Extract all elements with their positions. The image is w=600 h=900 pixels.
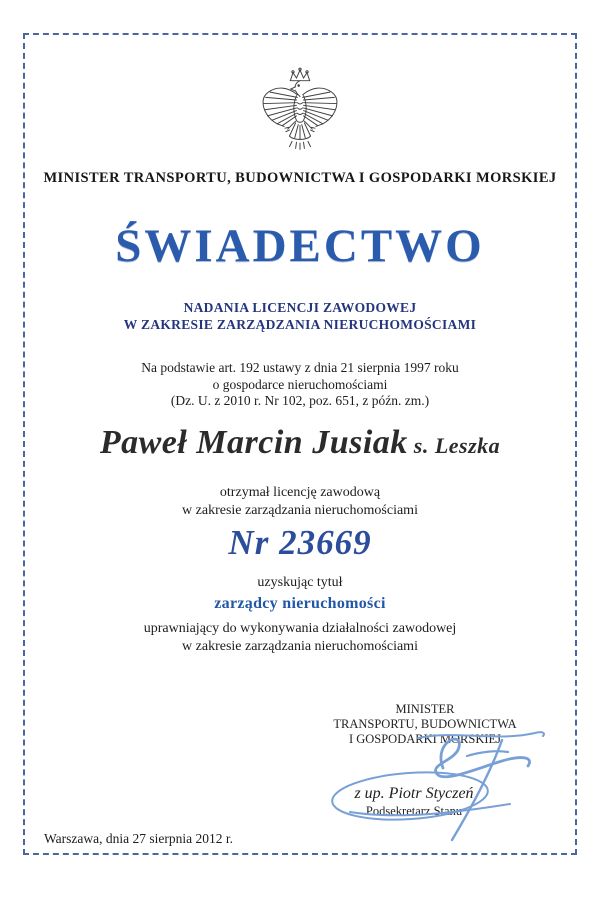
recipient-patronymic: s. Leszka (407, 433, 501, 458)
signing-office-block (285, 702, 565, 746)
obtaining-title-intro: uzyskując tytuł (257, 575, 343, 590)
signer-title: Podsekretarz Stanu (365, 804, 463, 818)
legal-basis-line-1: Na podstawie art. 192 ustawy z dnia 21 sierpnia 1997 roku (141, 360, 459, 375)
recipient-name-line (0, 424, 600, 462)
grant-statement (0, 484, 600, 519)
office-line-3: I GOSPODARKI MORSKIEJ (348, 731, 502, 746)
office-line-2: TRANSPORTU, BUDOWNICTWA (333, 716, 517, 731)
subtitle-line-1: NADANIA LICENCJI ZAWODOWEJ (183, 300, 417, 315)
entitlement-line-2: w zakresie zarządzania nieruchomościami (182, 638, 418, 654)
certificate-title: ŚWIADECTWO (115, 220, 485, 272)
entitlement-line-1: uprawniający do wykonywania działalności zawodowej (143, 621, 457, 636)
certificate-subtitle (0, 299, 600, 333)
place-and-date: Warszawa, dnia 27 sierpnia 2012 r. (44, 831, 233, 846)
grant-line-2: w zakresie zarządzania nieruchomościami (182, 502, 418, 518)
ministry-header: MINISTER TRANSPORTU, BUDOWNICTWA I GOSPODARKI MORSKIEJ (43, 170, 557, 186)
legal-basis (0, 360, 600, 410)
signer-name: z up. Piotr Styczeń (354, 785, 474, 802)
signer-block (300, 785, 528, 819)
legal-basis-line-2: o gospodarce nieruchomościami (212, 376, 388, 392)
polish-eagle-emblem-icon (256, 64, 344, 166)
office-line-1: MINISTER (395, 702, 455, 716)
license-number: Nr 23669 (228, 523, 372, 562)
recipient-name: Paweł Marcin Jusiak (99, 424, 408, 461)
legal-basis-line-3: (Dz. U. z 2010 r. Nr 102, poz. 651, z późn. zm.) (170, 393, 430, 408)
entitlement-statement (0, 620, 600, 655)
grant-line-1: otrzymał licencję zawodową (219, 485, 381, 500)
subtitle-line-2: W ZAKRESIE ZARZĄDZANIA NIERUCHOMOŚCIAMI (123, 317, 477, 332)
professional-title: zarządcy nieruchomości (214, 595, 386, 612)
